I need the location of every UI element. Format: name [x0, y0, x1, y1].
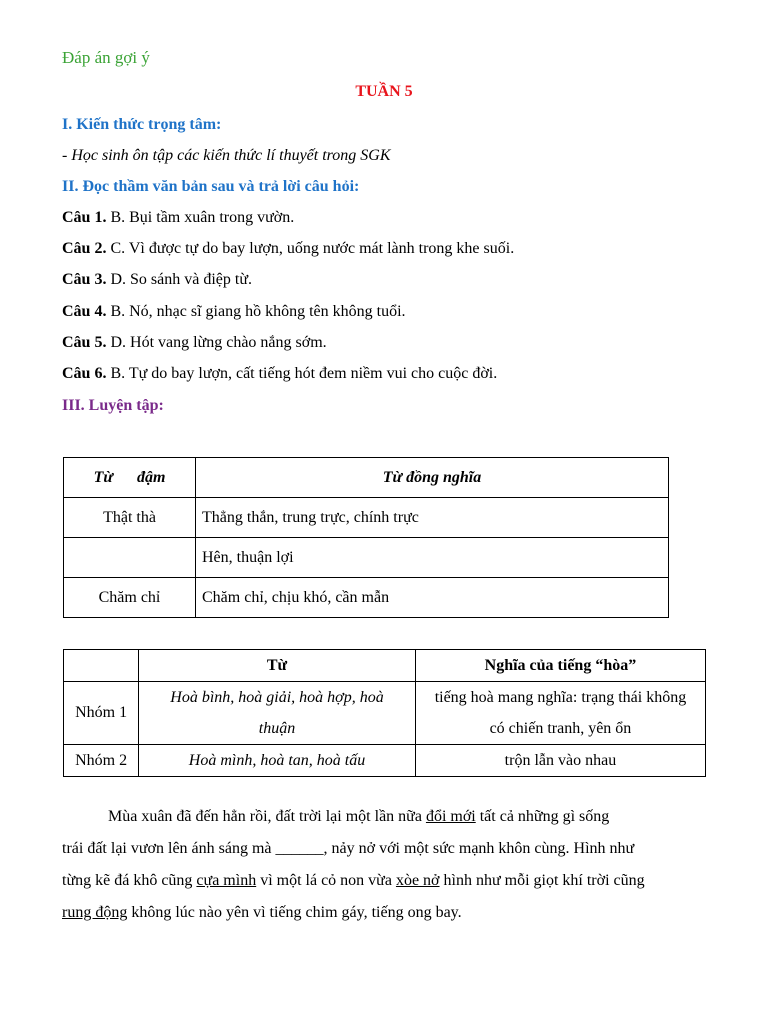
answer-label: Câu 6.: [62, 365, 107, 382]
underlined-word: cựa mình: [196, 872, 257, 889]
section1-text: - Học sinh ôn tập các kiến thức lí thuyết trong SGK: [62, 147, 391, 164]
answer-label: Câu 1.: [62, 209, 107, 226]
passage-line: [108, 808, 758, 826]
answer-1: [62, 209, 294, 227]
underlined-word: xòe nở: [395, 872, 440, 889]
table-row: [64, 578, 669, 618]
answer-4: [62, 303, 406, 321]
passage-text: trái đất lại vươn lên ánh sáng mà ______, nảy nở với một sức mạnh khôn cùng. Hình như: [62, 840, 635, 857]
answer-text: B. Nó, nhạc sĩ giang hồ không tên không tuổi.: [106, 303, 406, 320]
passage-text: hình như mỗi giọt khí trời cũng: [439, 872, 645, 889]
table-header-cell: Từ: [139, 650, 416, 682]
answer-text: B. Tự do bay lượn, cất tiếng hót đem niềm vui cho cuộc đời.: [106, 365, 498, 382]
table-cell: [64, 538, 196, 578]
table-row: [64, 498, 669, 538]
hoa-meaning-table: [63, 649, 706, 777]
answer-3: [62, 271, 252, 289]
table-cell: tiếng hoà mang nghĩa: trạng thái không có chiến tranh, yên ổn: [415, 682, 705, 745]
passage-line: [62, 872, 712, 890]
intro-heading: Đáp án gợi ý: [62, 48, 150, 67]
answer-text: C. Vì được tự do bay lượn, uống nước mát lành trong khe suối.: [106, 240, 515, 257]
answer-label: Câu 5.: [62, 334, 107, 351]
table-header-cell: Từ đậm: [64, 458, 196, 498]
underlined-word: rung động: [62, 904, 128, 921]
passage-text: không lúc nào yên vì tiếng chim gáy, tiếng ong bay.: [127, 904, 462, 921]
table-header-cell: [64, 650, 139, 682]
table-cell: Chăm chỉ, chịu khó, cần mẫn: [196, 578, 669, 618]
passage-text: Mùa xuân đã đến hẳn rồi, đất trời lại một lần nữa: [108, 808, 426, 825]
table-header-cell: Từ đồng nghĩa: [196, 458, 669, 498]
table-header-row: [64, 458, 669, 498]
section2-heading: II. Đọc thầm văn bản sau và trả lời câu hỏi:: [62, 178, 360, 195]
table-cell: trộn lẫn vào nhau: [415, 745, 705, 777]
passage-line: [62, 904, 712, 922]
table-cell: Chăm chỉ: [64, 578, 196, 618]
section3-heading: III. Luyện tập:: [62, 397, 164, 414]
table-cell: Hoà bình, hoà giải, hoà hợp, hoà thuận: [139, 682, 416, 745]
table-cell: Nhóm 1: [64, 682, 139, 745]
table-cell: Thẳng thắn, trung trực, chính trực: [196, 498, 669, 538]
week-title: TUẦN 5: [355, 83, 413, 100]
table-row: [64, 682, 706, 745]
answer-2: [62, 240, 514, 258]
answer-text: D. So sánh và điệp từ.: [106, 271, 252, 288]
table-cell: Hên, thuận lợi: [196, 538, 669, 578]
table-cell: Hoà mình, hoà tan, hoà tấu: [139, 745, 416, 777]
passage-text: vì một lá cỏ non vừa: [256, 872, 396, 889]
answer-5: [62, 334, 327, 352]
answer-text: D. Hót vang lừng chào nắng sớm.: [106, 334, 327, 351]
answer-label: Câu 3.: [62, 271, 107, 288]
synonym-table: [63, 457, 669, 618]
answer-text: B. Bụi tầm xuân trong vườn.: [106, 209, 295, 226]
table-header-row: [64, 650, 706, 682]
table-row: [64, 745, 706, 777]
table-row: [64, 538, 669, 578]
answer-label: Câu 2.: [62, 240, 107, 257]
answer-6: [62, 365, 497, 383]
answer-label: Câu 4.: [62, 303, 107, 320]
passage-line: [62, 840, 712, 858]
section1-heading: I. Kiến thức trọng tâm:: [62, 116, 222, 133]
table-cell: Thật thà: [64, 498, 196, 538]
passage-text: tất cả những gì sống: [475, 808, 610, 825]
underlined-word: đổi mới: [425, 808, 476, 825]
passage-text: từng kẽ đá khô cũng: [62, 872, 197, 889]
table-header-cell: Nghĩa của tiếng “hòa”: [415, 650, 705, 682]
table-cell: Nhóm 2: [64, 745, 139, 777]
